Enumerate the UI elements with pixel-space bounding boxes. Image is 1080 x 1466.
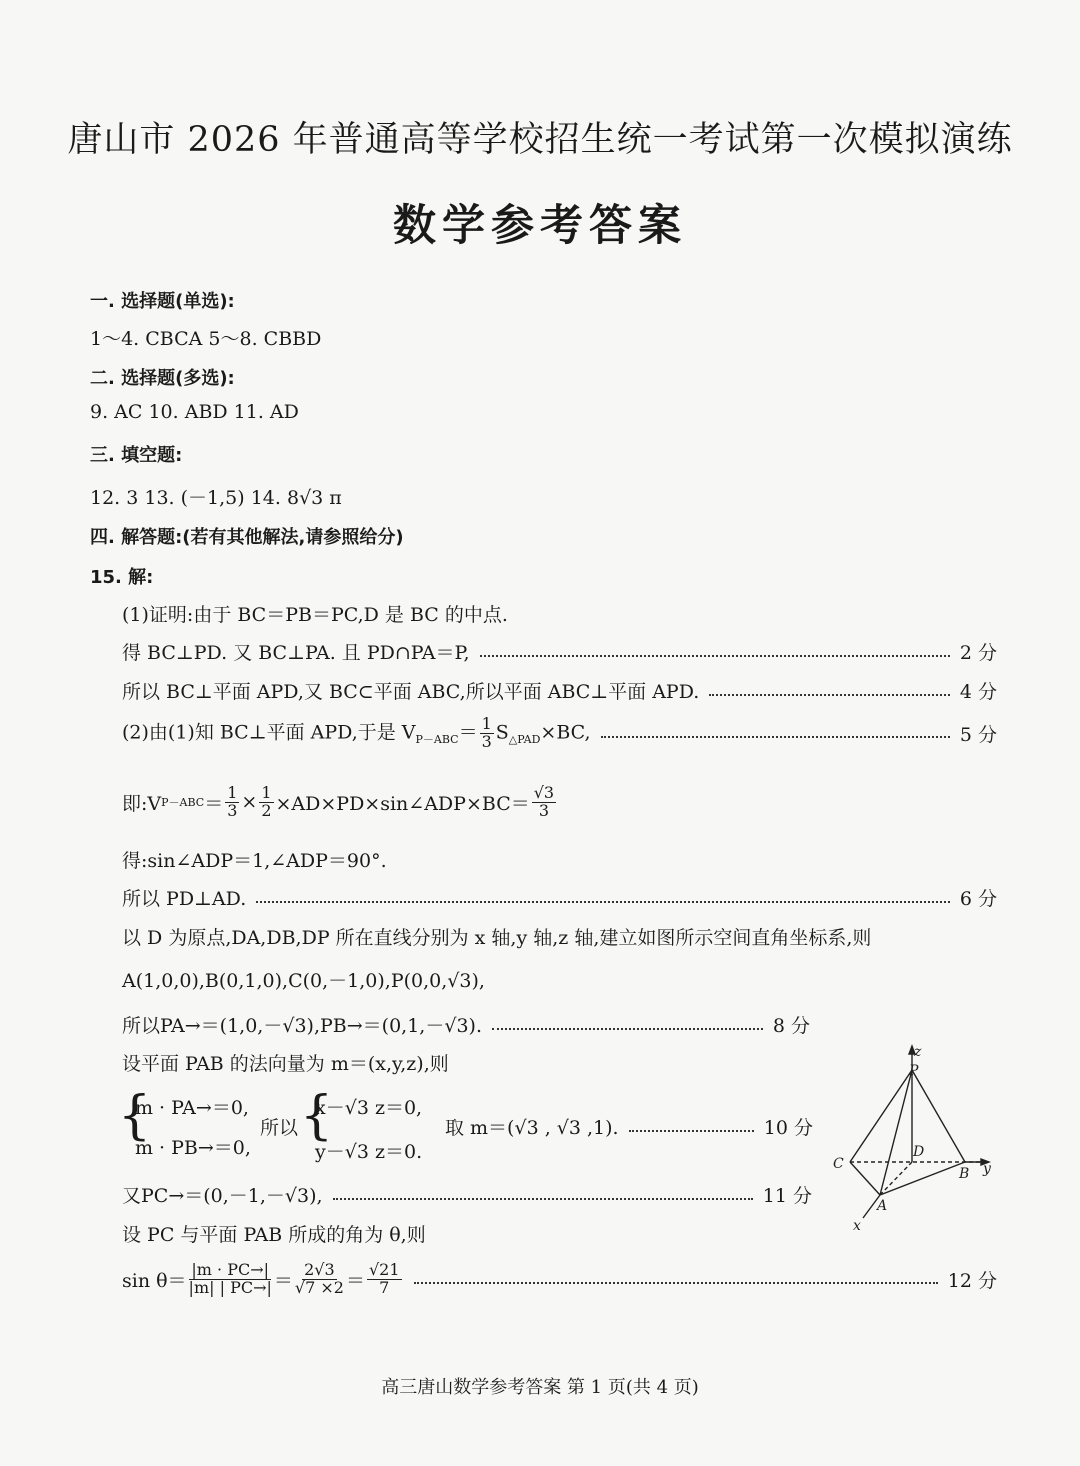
brace-left: { — [118, 1086, 152, 1146]
dot-leader — [414, 1282, 938, 1284]
l15-pre: sin θ＝ — [122, 1269, 187, 1292]
section-3-heading: 三. 填空题: — [90, 445, 183, 466]
frac-den: |m| | PC→| — [188, 1277, 272, 1297]
solution-line-15 — [122, 1262, 997, 1297]
frac-num: 1 — [261, 783, 272, 802]
label-z: z — [914, 1044, 922, 1060]
section-2-heading: 二. 选择题(多选): — [90, 368, 235, 389]
solution-line-11: 设平面 PAB 的法向量为 m＝(x,y,z),则 — [122, 1053, 449, 1075]
label-a: A — [877, 1198, 888, 1214]
l4-sub: P－ABC — [415, 733, 459, 747]
l5-mid: × — [241, 791, 258, 814]
score-2: 2 分 — [959, 642, 997, 664]
system-1-eq-a: m · PA→＝0, — [135, 1097, 249, 1119]
solution-line-5 — [122, 785, 558, 820]
edge-pc — [850, 1070, 912, 1162]
score-11: 11 分 — [762, 1185, 812, 1207]
dot-leader — [492, 1028, 763, 1030]
frac-num: 1 — [227, 783, 238, 802]
solution-line-7 — [122, 884, 997, 911]
frac-num: 2√3 — [304, 1260, 335, 1279]
label-d: D — [913, 1144, 925, 1160]
solution-line-6: 得:sin∠ADP＝1,∠ADP＝90°. — [122, 850, 387, 872]
solution-line-8: 以 D 为原点,DA,DB,DP 所在直线分别为 x 轴,y 轴,z 轴,建立如图所示空间直角坐标系,则 — [122, 927, 872, 949]
l4-post-sub: △PAD — [508, 733, 541, 747]
l5-eq: ＝ — [204, 792, 224, 815]
system-take-line — [445, 1113, 813, 1140]
l4-post: S — [495, 721, 509, 744]
system-take-text: 取 m＝(√3 , √3 ,1). — [445, 1117, 619, 1139]
frac-num: |m · PC→| — [191, 1260, 270, 1279]
l15-eq2: ＝ — [345, 1269, 365, 1292]
fraction — [480, 716, 494, 751]
system-1-eq-b: m · PB→＝0, — [135, 1137, 251, 1159]
score-10: 10 分 — [763, 1117, 813, 1139]
label-b: B — [959, 1166, 970, 1182]
page-subtitle: 数学参考答案 — [393, 201, 687, 251]
frac-num: 1 — [481, 714, 492, 733]
l4-tail: ×BC, — [540, 721, 591, 744]
question-15-label: 15. 解: — [90, 567, 154, 588]
section-3-answers: 12. 3 13. (－1,5) 14. 8√3 π — [90, 487, 342, 509]
fraction — [189, 1262, 272, 1297]
l4-eq: ＝ — [458, 721, 478, 744]
section-1-heading: 一. 选择题(单选): — [90, 291, 235, 312]
solution-line-14: 设 PC 与平面 PAB 所成的角为 θ,则 — [122, 1224, 426, 1246]
dot-leader — [256, 901, 950, 903]
frac-den: 3 — [227, 800, 238, 820]
l5-sub: P－ABC — [161, 796, 205, 810]
solution-line-7-text: 所以 PD⊥AD. — [122, 888, 247, 910]
frac-den: 2 — [261, 800, 272, 820]
solution-line-4-text — [122, 716, 591, 751]
dot-leader — [709, 694, 950, 696]
score-6: 6 分 — [959, 888, 997, 910]
solution-line-13-text: 又PC→＝(0,－1,－√3), — [122, 1185, 323, 1207]
frac-num: √3 — [533, 783, 555, 802]
score-4: 4 分 — [959, 681, 997, 703]
solution-line-15-text — [122, 1262, 404, 1297]
score-5: 5 分 — [959, 723, 997, 746]
edge-ab — [880, 1162, 965, 1195]
solution-line-9: A(1,0,0),B(0,1,0),C(0,－1,0),P(0,0,√3), — [122, 970, 485, 992]
edge-ca — [850, 1162, 880, 1195]
l5-tail: ×AD×PD×sin∠ADP×BC＝ — [275, 792, 530, 815]
system-so-label: 所以 — [260, 1117, 299, 1139]
frac-num: √21 — [368, 1260, 400, 1279]
frac-den: 3 — [538, 800, 550, 820]
solution-line-2 — [122, 638, 997, 665]
score-12: 12 分 — [947, 1269, 997, 1292]
l4-pre: (2)由(1)知 BC⊥平面 APD,于是 V — [122, 721, 416, 744]
label-x: x — [853, 1218, 861, 1234]
fraction — [367, 1262, 402, 1297]
fraction — [225, 785, 239, 820]
dot-leader — [629, 1130, 754, 1132]
section-4-heading: 四. 解答题:(若有其他解法,请参照给分) — [90, 527, 404, 548]
solution-line-1: (1)证明:由于 BC＝PB＝PC,D 是 BC 的中点. — [122, 604, 508, 626]
solution-line-3 — [122, 677, 997, 704]
solution-line-10 — [122, 1011, 810, 1038]
page-title: 唐山市 2026 年普通高等学校招生统一考试第一次模拟演练 — [67, 120, 1013, 160]
section-2-answers: 9. AC 10. ABD 11. AD — [90, 401, 299, 423]
l5-pre: 即:V — [122, 792, 162, 815]
frac-den: 3 — [481, 731, 492, 751]
edge-pa — [880, 1070, 912, 1195]
tetrahedron-figure — [825, 1040, 1005, 1240]
fraction — [259, 785, 273, 820]
brace-right: { — [300, 1086, 334, 1146]
frac-den: 7 — [379, 1277, 390, 1297]
solution-line-2-text: 得 BC⊥PD. 又 BC⊥PA. 且 PD∩PA＝P, — [122, 642, 470, 664]
l15-eq: ＝ — [273, 1269, 293, 1292]
solution-line-10-text: 所以PA→＝(1,0,－√3),PB→＝(0,1,－√3). — [122, 1015, 482, 1037]
system-2-eq-a: x－√3 z＝0, — [315, 1097, 423, 1119]
system-2-eq-b: y－√3 z＝0. — [315, 1141, 423, 1163]
label-p: P — [909, 1063, 919, 1079]
dot-leader — [333, 1198, 753, 1200]
frac-den: √7 ×2 — [294, 1277, 344, 1297]
fraction — [295, 1262, 344, 1297]
section-1-answers: 1～4. CBCA 5～8. CBBD — [90, 328, 322, 350]
solution-line-3-text: 所以 BC⊥平面 APD,又 BC⊂平面 ABC,所以平面 ABC⊥平面 APD. — [122, 681, 700, 703]
label-c: C — [833, 1156, 844, 1172]
label-y: y — [983, 1161, 991, 1177]
page-footer: 高三唐山数学参考答案 第 1 页(共 4 页) — [381, 1377, 699, 1398]
solution-line-13 — [122, 1181, 812, 1208]
dot-leader — [601, 736, 950, 738]
solution-line-4 — [122, 716, 997, 751]
fraction — [532, 785, 556, 820]
score-8: 8 分 — [772, 1015, 810, 1037]
dot-leader — [480, 655, 950, 657]
